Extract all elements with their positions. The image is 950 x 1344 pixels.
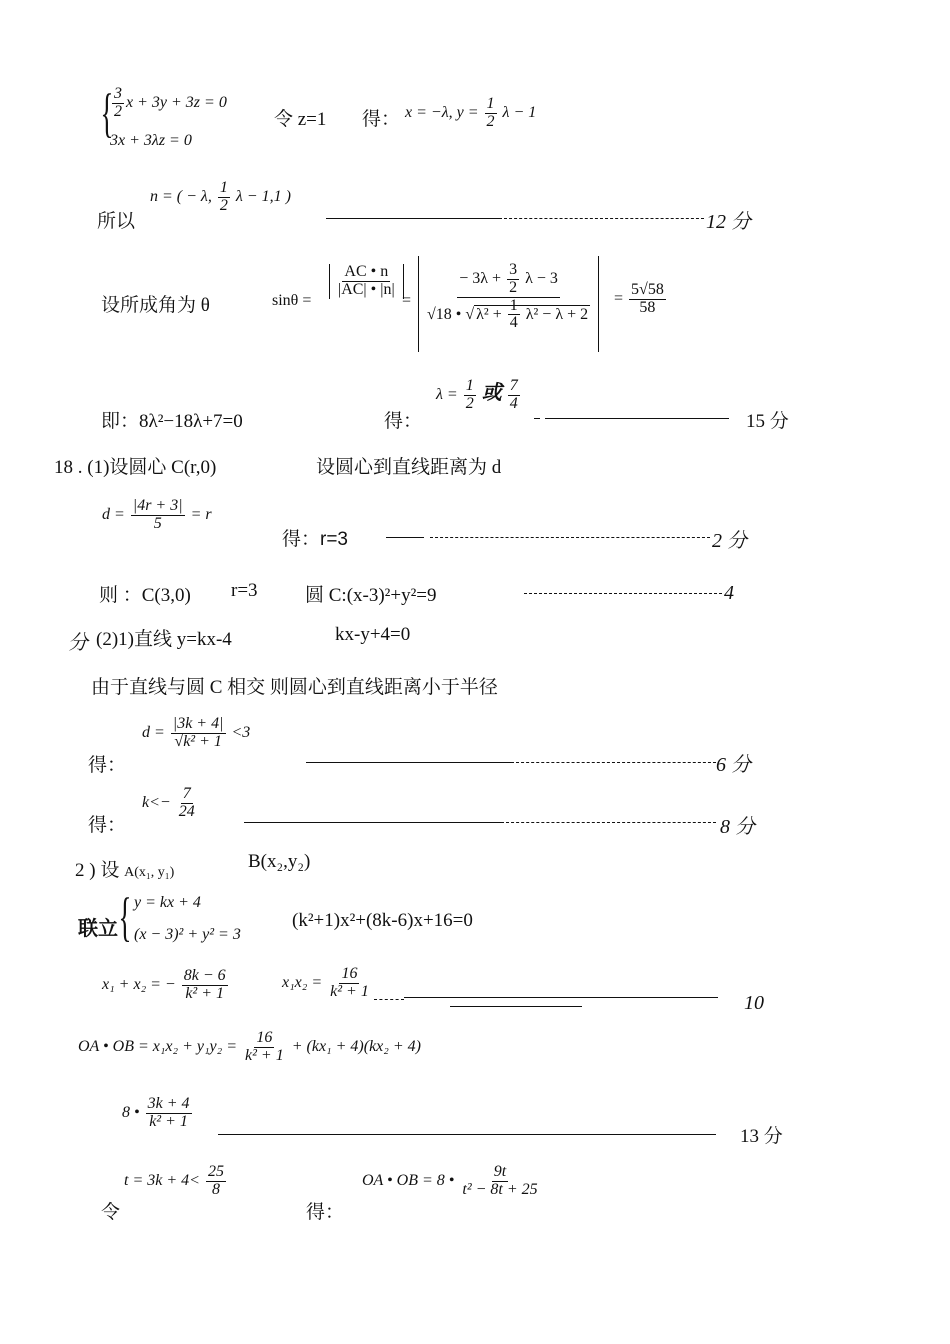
final-expression: OA • OB = 8 • $\frac{9t}{\text{t² − 8t + 25}}$ bbox=[362, 1163, 538, 1198]
center-label: 则 ：C(3,0) bbox=[99, 585, 191, 606]
score-13: 13 分 bbox=[740, 1126, 783, 1147]
score-dashes bbox=[506, 822, 716, 823]
score-line bbox=[326, 218, 502, 219]
system-2-eq2: (x − 3)² + y² = 3 bbox=[134, 926, 241, 943]
get-label-5: 得： bbox=[306, 1202, 345, 1223]
intersect-text: 由于直线与圆 C 相交 则圆心到直线距离小于半径 bbox=[91, 677, 498, 698]
system-1-eq2: 3x + 3λz = 0 bbox=[110, 132, 192, 149]
lian-li: 联立 bbox=[78, 916, 118, 940]
set-ab: 2 ) 设 A(x₁, y₁) bbox=[75, 860, 175, 881]
vieta-sum: x₁ + x₂ = − $\frac{8k - 6}{\text{k² + 1}}$ bbox=[102, 967, 226, 1002]
fraction: $\frac{8k - 6}{\text{k² + 1}}$ bbox=[183, 967, 226, 1002]
fraction: $\frac{1}{2}$ bbox=[465, 377, 474, 412]
left-brace: { bbox=[100, 83, 114, 143]
score-line bbox=[218, 1134, 716, 1135]
fraction: $\frac{16}{\text{k² + 1}}$ bbox=[330, 965, 369, 1000]
system-2-eq1: y = kx + 4 bbox=[134, 894, 201, 911]
fraction: $\frac{1}{2}$ bbox=[219, 179, 228, 214]
score-line bbox=[545, 418, 729, 419]
score-2: 2 分 bbox=[712, 530, 747, 552]
vieta-product: x₁x₂ = $\frac{16}{\text{k² + 1}}$ bbox=[282, 965, 369, 1000]
score-dash bbox=[534, 418, 540, 419]
fraction: $\frac{16}{\text{k² + 1}}$ bbox=[245, 1029, 284, 1064]
ling-label: 令 bbox=[101, 1202, 121, 1223]
radius-label: r=3 bbox=[231, 580, 258, 601]
sin-lhs: sinθ = bbox=[272, 292, 312, 309]
lambda-solution: λ = $\frac{1}{2}$ 或 $\frac{7}{4}$ bbox=[436, 377, 518, 412]
get-label-1: 得： bbox=[362, 109, 401, 130]
score-dashes bbox=[524, 593, 722, 594]
dot-product: OA • OB = x₁x₂ + y₁y₂ = $\frac{16}{\text{k² + 1}}$ + (kx₁ + 4)(kx₂ + 4) bbox=[78, 1029, 421, 1064]
k-range: k<− $\frac{7}{24}$ bbox=[142, 785, 195, 820]
sin-fraction-2 bbox=[418, 256, 599, 352]
fraction: $\frac{7}{24}$ bbox=[178, 785, 195, 820]
score-10: 10 bbox=[744, 992, 764, 1014]
circle-equation: 圆 C:(x-3)²+y²=9 bbox=[305, 585, 437, 606]
t-substitution: t = 3k + 4< $\frac{25}{8}$ bbox=[124, 1163, 224, 1198]
fraction: $\frac{|3k + 4|}{\text{√k² + 1}}$ bbox=[172, 715, 224, 750]
score-dashes bbox=[430, 537, 710, 538]
score-4: 4 bbox=[724, 582, 734, 604]
quadratic-eq: 即：8λ²−18λ+7=0 bbox=[101, 411, 243, 432]
q18-heading: 18 . (1)设圆心 C(r,0) bbox=[54, 457, 217, 478]
so-label: 所以 bbox=[97, 211, 136, 232]
left-brace: { bbox=[118, 887, 132, 947]
score-6: 6 分 bbox=[716, 754, 751, 776]
fraction: − 3λ + $\frac{3}{2}$ λ − 3 √18 • √ λ² + $\frac{1}{4}$ λ² − λ + 2 bbox=[427, 261, 589, 332]
quadratic-2: (k²+1)x²+(8k-6)x+16=0 bbox=[292, 910, 473, 931]
q18-distance: 设圆心到直线距离为 d bbox=[316, 457, 502, 478]
fraction: $\frac{3}{2}$ bbox=[114, 85, 122, 120]
angle-label: 设所成角为 θ bbox=[101, 295, 210, 316]
score-dashes bbox=[374, 999, 404, 1000]
sin-fraction-1 bbox=[329, 264, 404, 299]
get-label-2: 得： bbox=[384, 411, 423, 432]
d2-formula: d = $\frac{|3k + 4|}{\text{√k² + 1}}$ <3 bbox=[142, 715, 251, 750]
let-z: 令 z=1 bbox=[274, 109, 327, 130]
score-12: 12 分 bbox=[706, 211, 751, 233]
fraction: $\frac{9t}{\text{t² − 8t + 25}}$ bbox=[462, 1163, 538, 1198]
n-vector: n = ( − λ, $\frac{1}{2}$ λ − 1,1 ) bbox=[150, 179, 291, 214]
score-line bbox=[244, 822, 504, 823]
sin-rhs: = $\frac{5√58}{58}$ bbox=[614, 281, 664, 316]
score-line bbox=[450, 1006, 582, 1007]
fraction: $\frac{1}{2}$ bbox=[486, 95, 495, 130]
score-8: 8 分 bbox=[720, 816, 755, 838]
get-label-3: 得： bbox=[88, 755, 127, 776]
fraction: $\frac{25}{8}$ bbox=[207, 1163, 224, 1198]
fraction: $\frac{AC • n}{|AC| • |n|}$ bbox=[338, 263, 395, 298]
part2-line: (2)1)直线 y=kx-4 bbox=[96, 629, 232, 650]
score-line bbox=[404, 997, 718, 998]
get-label-4: 得： bbox=[88, 815, 127, 836]
point-b: B(x₂,y₂) bbox=[248, 851, 311, 872]
equals-sign: = bbox=[402, 292, 412, 309]
score-4-unit: 分 bbox=[68, 632, 88, 654]
eight-expression: 8 • $\frac{3k + 4}{\text{k² + 1}}$ bbox=[122, 1095, 190, 1130]
part2-equation: kx-y+4=0 bbox=[335, 624, 411, 645]
system-1-eq1: $\frac{3}{2}$ x + 3y + 3z = 0 bbox=[114, 85, 227, 120]
get-r: 得：r=3 bbox=[282, 529, 348, 550]
fraction: $\frac{3k + 4}{\text{k² + 1}}$ bbox=[147, 1095, 190, 1130]
fraction: $\frac{|4r + 3|}{5}$ bbox=[132, 497, 183, 532]
score-line bbox=[306, 762, 514, 763]
score-15: 15 分 bbox=[746, 411, 789, 432]
score-line bbox=[386, 537, 424, 538]
fraction: $\frac{7}{4}$ bbox=[509, 377, 518, 412]
score-dashes bbox=[516, 762, 716, 763]
score-dashes bbox=[504, 218, 704, 219]
fraction: $\frac{5√58}{58}$ bbox=[631, 281, 664, 316]
d-formula: d = $\frac{|4r + 3|}{5}$ = r bbox=[102, 497, 212, 532]
solution-1: x = −λ, y = $\frac{1}{2}$ λ − 1 bbox=[405, 95, 537, 130]
